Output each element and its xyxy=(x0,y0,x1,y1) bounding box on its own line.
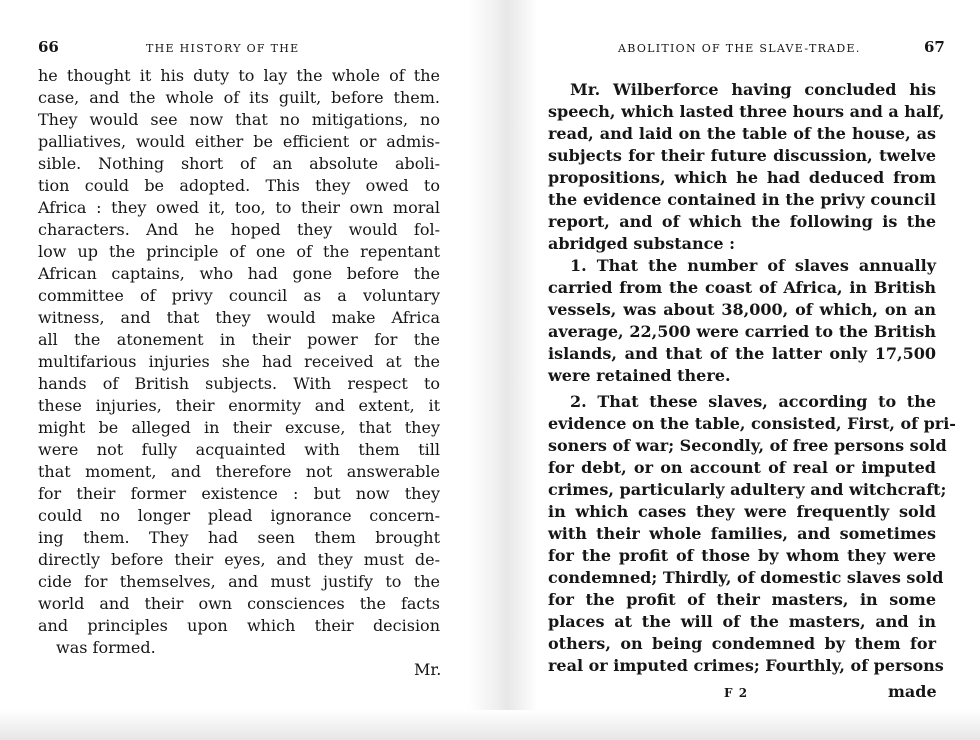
left-text-line: and principles upon which their decision xyxy=(38,616,440,635)
right-text-line: 2. That these slaves, according to the xyxy=(570,392,936,411)
left-text-line: African captains, who had gone before the xyxy=(38,264,440,283)
right-text-line: for the profit of their masters, in some xyxy=(548,590,936,609)
left-text-line: directly before their eyes, and they must de- xyxy=(38,550,440,569)
right-text-line: places at the will of the masters, and in xyxy=(548,612,936,631)
left-text-line: case, and the whole of its guilt, before them. xyxy=(38,88,440,107)
right-text-line: 1. That the number of slaves annually xyxy=(570,256,936,275)
right-text-line: for the profit of those by whom they were xyxy=(548,546,936,565)
left-catchword: Mr. xyxy=(414,660,442,679)
right-text-line: subjects for their future discussion, twelve xyxy=(548,146,936,165)
left-text-line: hands of British subjects. With respect to xyxy=(38,374,440,393)
right-text-line: condemned; Thirdly, of domestic slaves sold xyxy=(548,568,944,587)
left-text-line: he thought it his duty to lay the whole of the xyxy=(38,66,440,85)
left-text-line: committee of privy council as a voluntary xyxy=(38,286,440,305)
left-text-line: cide for themselves, and must justify to the xyxy=(38,572,440,591)
left-running-head: THE HISTORY OF THE xyxy=(146,42,300,55)
left-text-line: ing them. They had seen them brought xyxy=(38,528,440,547)
right-text-line: Mr. Wilberforce having concluded his xyxy=(570,80,936,99)
left-text-line: low up the principle of one of the repentant xyxy=(38,242,440,261)
right-text-line: report, and of which the following is the xyxy=(548,212,936,231)
left-text-line: could no longer plead ignorance concern- xyxy=(38,506,440,525)
left-page-number: 66 xyxy=(38,38,59,56)
right-text-line: vessels, was about 38,000, of which, on an xyxy=(548,300,936,319)
left-text-line: palliatives, would either be efficient or admis- xyxy=(38,132,440,151)
right-text-line: speech, which lasted three hours and a half, xyxy=(548,102,945,121)
right-running-head: ABOLITION OF THE SLAVE-TRADE. xyxy=(618,42,861,55)
right-text-line: abridged substance : xyxy=(548,234,735,253)
right-signature-mark: F 2 xyxy=(724,686,749,700)
left-text-line: multifarious injuries she had received at the xyxy=(38,352,440,371)
left-text-line: witness, and that they would make Africa xyxy=(38,308,440,327)
left-text-line: might be alleged in their excuse, that they xyxy=(38,418,440,437)
left-text-line: were not fully acquainted with them till xyxy=(38,440,440,459)
left-text-line: these injuries, their enormity and extent, it xyxy=(38,396,440,415)
left-page xyxy=(38,0,458,720)
left-text-line: They would see now that no mitigations, no xyxy=(38,110,440,129)
left-text-line: tion could be adopted. This they owed to xyxy=(38,176,440,195)
right-text-line: average, 22,500 were carried to the British xyxy=(548,322,936,341)
right-text-line: with their whole families, and sometimes xyxy=(548,524,936,543)
right-text-line: the evidence contained in the privy council xyxy=(548,190,936,209)
left-text-line: all the atonement in their power for the xyxy=(38,330,440,349)
right-catchword: made xyxy=(888,682,937,701)
left-text-line: was formed. xyxy=(56,638,156,657)
right-text-line: propositions, which he had deduced from xyxy=(548,168,936,187)
book-gutter xyxy=(468,0,538,740)
left-text-line: sible. Nothing short of an absolute aboli- xyxy=(38,154,440,173)
right-text-line: were retained there. xyxy=(548,366,731,385)
right-page xyxy=(548,0,956,720)
right-text-line: carried from the coast of Africa, in British xyxy=(548,278,936,297)
right-text-line: islands, and that of the latter only 17,500 xyxy=(548,344,936,363)
right-text-line: read, and laid on the table of the house, as xyxy=(548,124,936,143)
left-text-line: that moment, and therefore not answerable xyxy=(38,462,440,481)
right-text-line: others, on being condemned by them for xyxy=(548,634,936,653)
left-text-line: for their former existence : but now they xyxy=(38,484,440,503)
right-text-line: in which cases they were frequently sold xyxy=(548,502,936,521)
right-text-line: for debt, or on account of real or imputed xyxy=(548,458,936,477)
left-text-line: world and their own consciences the facts xyxy=(38,594,440,613)
right-text-line: real or imputed crimes; Fourthly, of persons xyxy=(548,656,944,675)
left-text-line: Africa : they owed it, too, to their own moral xyxy=(38,198,440,217)
right-text-line: crimes, particularly adultery and witchcraft; xyxy=(548,480,947,499)
right-text-line: soners of war; Secondly, of free persons sold xyxy=(548,436,947,455)
right-page-number: 67 xyxy=(924,38,945,56)
right-text-line: evidence on the table, consisted, First, of pri- xyxy=(548,414,956,433)
left-text-line: characters. And he hoped they would fol- xyxy=(38,220,440,239)
